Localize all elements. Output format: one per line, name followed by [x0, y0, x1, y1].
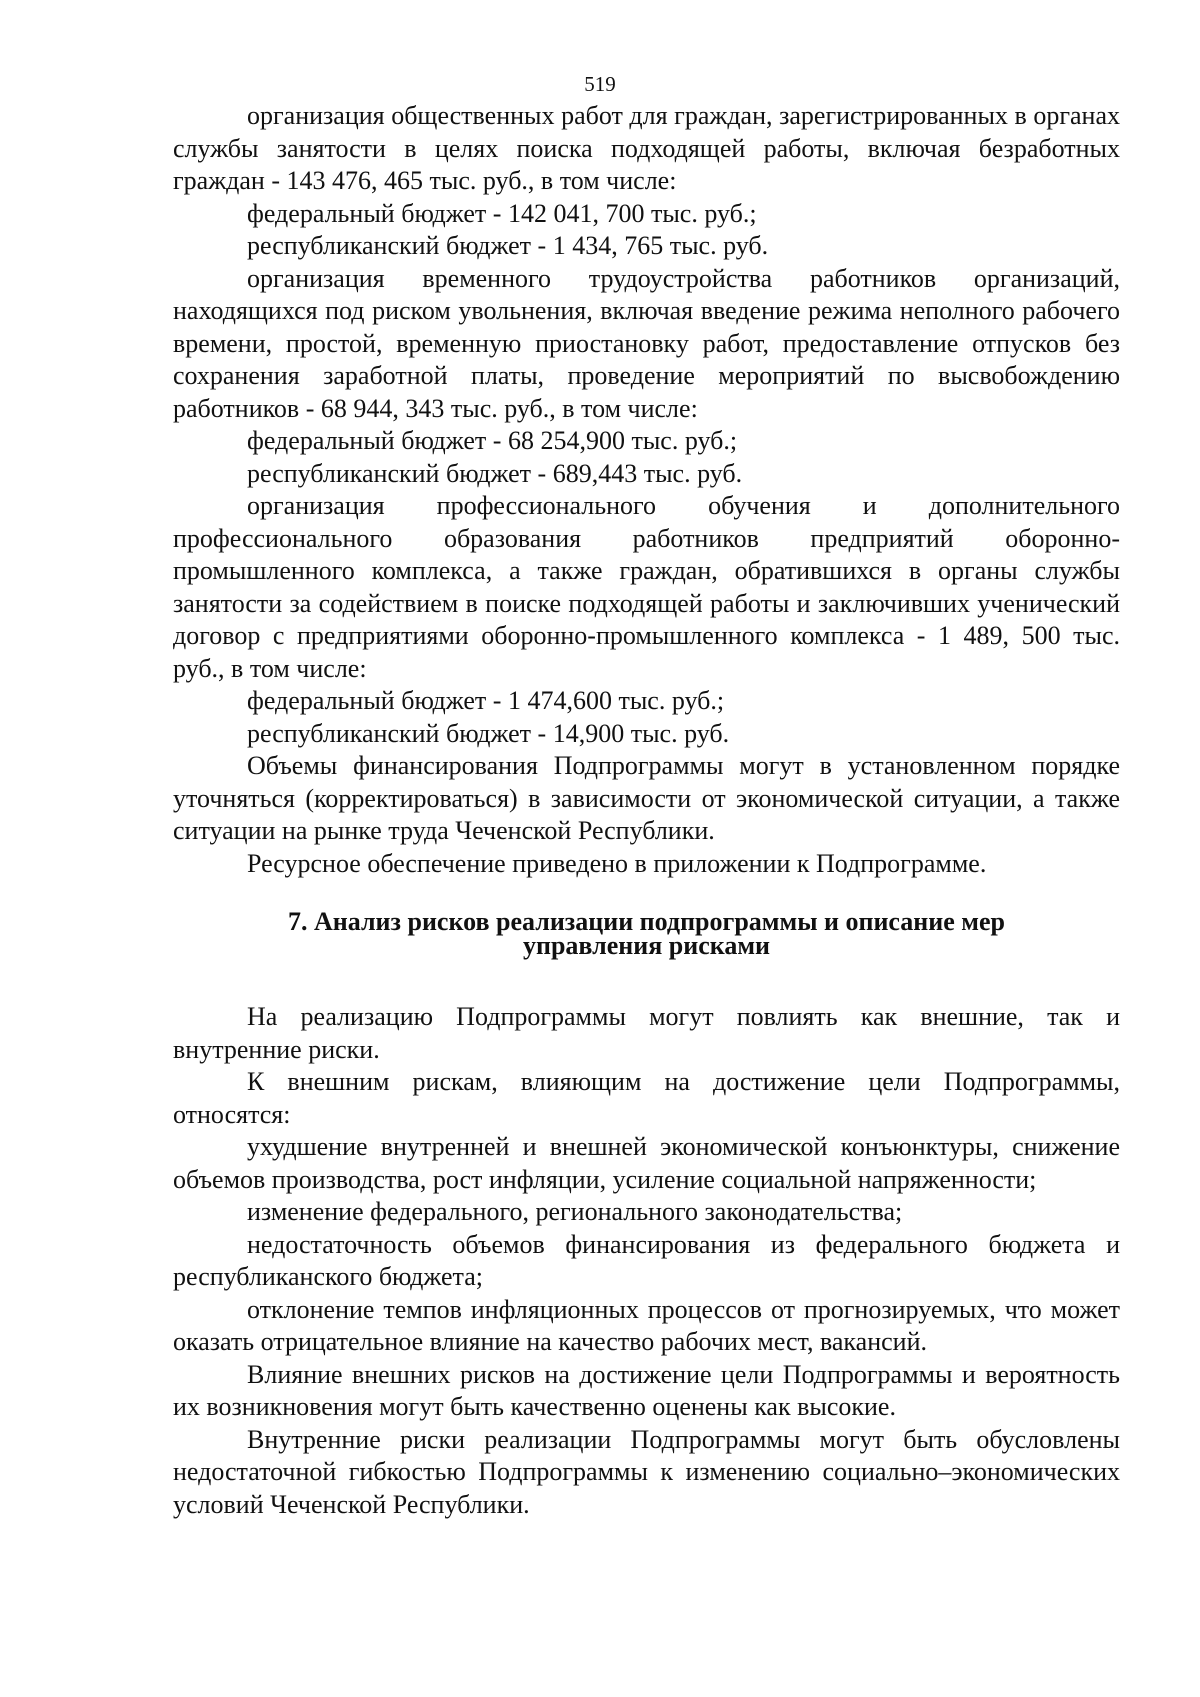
page-number: 519	[584, 72, 616, 96]
paragraph: республиканский бюджет - 14,900 тыс. руб.	[247, 718, 730, 748]
paragraph: организация временного трудоустройства работников организаций, находящихся под риском увольнения, включая введение режима неполного рабочего времени, простой, временную приостановку работ, предоставление отпусков без сохранения заработной платы, проведение мероприятий по высвобождению работников - 68 944, 343 тыс. руб., в том числе:	[173, 263, 1120, 423]
paragraph: изменение федерального, регионального законодательства;	[247, 1197, 903, 1226]
paragraph: Ресурсное обеспечение приведено в приложении к Подпрограмме.	[247, 848, 987, 878]
paragraph: федеральный бюджет - 68 254,900 тыс. руб.;	[247, 426, 738, 455]
risk-analysis-section	[173, 1001, 1120, 1521]
paragraph: На реализацию Подпрограммы могут повлиять как внешние, так и внутренние риски.	[173, 1002, 1120, 1064]
section-heading	[173, 907, 1120, 960]
paragraph: Внутренние риски реализации Подпрограммы могут быть обусловлены недостаточной гибкостью Подпрограммы к изменению социально–экономических условий Чеченской Республики.	[173, 1424, 1120, 1519]
paragraph: организация профессионального обучения и дополнительного профессионального образования работников предприятий оборонно-промышленного комплекса, а также граждан, обратившихся в органы службы занятости за содействием в поиске подходящей работы и заключивших ученический договор с предприятиями оборонно-промышленного комплекса - 1 489, 500 тыс. руб., в том числе:	[173, 491, 1120, 683]
paragraph: отклонение темпов инфляционных процессов от прогнозируемых, что может оказать отрицательное влияние на качество рабочих мест, вакансий.	[173, 1294, 1120, 1356]
section-heading-line: 7. Анализ рисков реализации подпрограммы и описание мер	[287, 907, 1006, 936]
paragraph: федеральный бюджет - 1 474,600 тыс. руб.;	[247, 686, 725, 715]
section-heading-line: управления рисками	[522, 931, 771, 960]
paragraph: К внешним рискам, влияющим на достижение цели Подпрограммы, относятся:	[173, 1067, 1120, 1129]
paragraph: республиканский бюджет - 689,443 тыс. руб.	[247, 458, 743, 488]
paragraph: федеральный бюджет - 142 041, 700 тыс. руб.;	[247, 198, 757, 228]
paragraph: недостаточность объемов финансирования из федерального бюджета и республиканского бюджета;	[173, 1229, 1120, 1291]
paragraph: Объемы финансирования Подпрограммы могут в установленном порядке уточняться (корректироваться) в зависимости от экономической ситуации, а также ситуации на рынке труда Чеченской Республики.	[173, 751, 1120, 845]
paragraph: республиканский бюджет - 1 434, 765 тыс. руб.	[247, 231, 769, 260]
paragraph: Влияние внешних рисков на достижение цели Подпрограммы и вероятность их возникновения могут быть качественно оценены как высокие.	[173, 1359, 1120, 1421]
paragraph: организация общественных работ для граждан, зарегистрированных в органах службы занятости в целях поиска подходящей работы, включая безработных граждан - 143 476, 465 тыс. руб., в том числе:	[173, 101, 1120, 195]
paragraph: ухудшение внутренней и внешней экономической конъюнктуры, снижение объемов производства, рост инфляции, усиление социальной напряженности;	[173, 1132, 1120, 1194]
funding-section	[173, 100, 1120, 880]
